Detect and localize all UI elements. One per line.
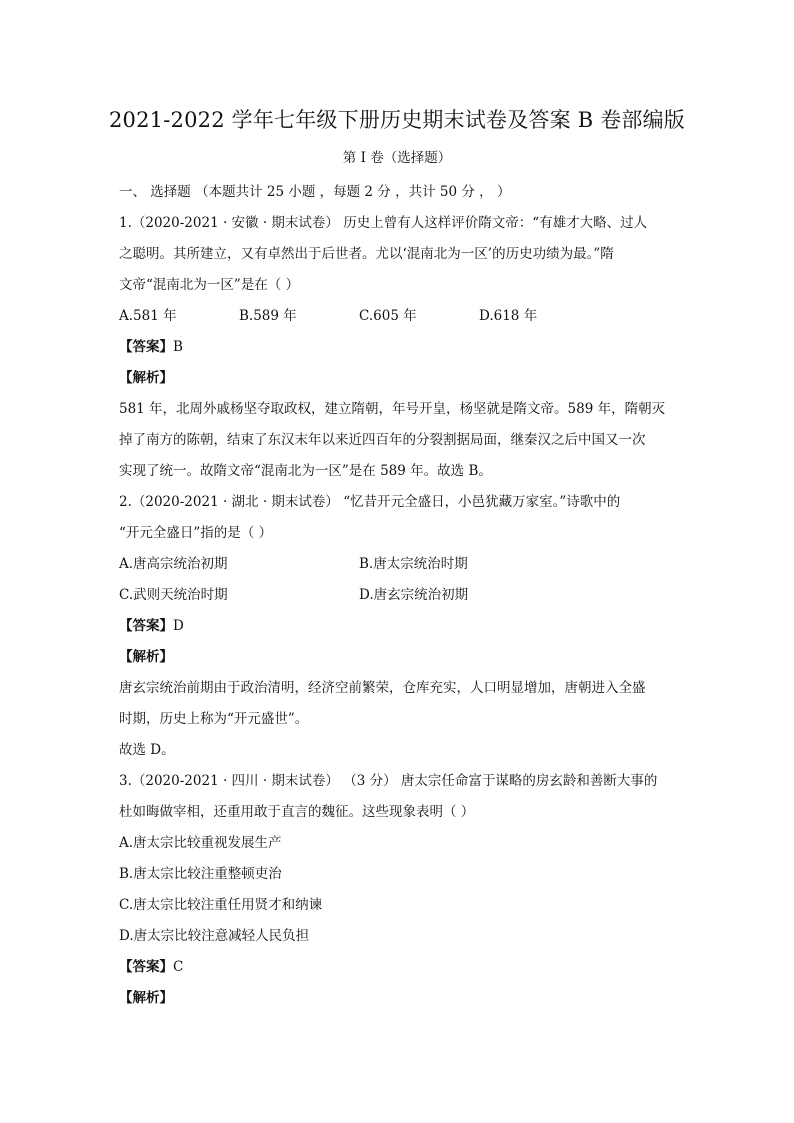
question-3	[119, 766, 679, 1014]
analysis-line: 581 年，北周外戚杨坚夺取政权，建立隋朝，年号开皇，杨坚就是隋文帝。589 年，隋朝灭	[119, 401, 666, 417]
analysis-label: 【解析】	[119, 370, 173, 386]
option-a: A.581 年	[119, 308, 177, 324]
option-c: C.武则天统治时期	[119, 587, 228, 603]
analysis-label: 【解析】	[119, 649, 173, 665]
answer-value: D	[173, 618, 184, 634]
analysis-line: 时期，历史上称为“开元盛世”。	[119, 711, 309, 727]
question-2	[119, 487, 679, 766]
answer-line	[119, 332, 679, 363]
document-subtitle: 第 I 卷（选择题）	[342, 150, 452, 166]
option-b: B.589 年	[239, 308, 297, 324]
question-1	[119, 208, 679, 487]
option-row	[119, 549, 679, 580]
section-heading: 一、 选择题 （本题共计 25 小题 ，每题 2 分 ，共计 50 分 ， ）	[119, 184, 511, 200]
option-b: B.唐太宗比较注重整顿吏治	[119, 866, 282, 882]
option-a: A.唐高宗统治初期	[119, 556, 228, 572]
option-d: D.唐玄宗统治初期	[359, 587, 469, 603]
option-a: A.唐太宗比较重视发展生产	[119, 835, 282, 851]
option-d: D.618 年	[479, 308, 538, 324]
option-row	[119, 580, 679, 611]
option-c: C.605 年	[359, 308, 417, 324]
question-stem-line: 文帝“混南北为一区”是在（ ）	[119, 277, 300, 293]
analysis-line: 实现了统一。故隋文帝“混南北为一区”是在 589 年。故选 B。	[119, 463, 492, 479]
question-stem-line: 1.（2020-2021 · 安徽 · 期末试卷） 历史上曾有人这样评价隋文帝：“有雄才大略、过人	[119, 215, 648, 231]
option-b: B.唐太宗统治时期	[359, 556, 468, 572]
document-body	[119, 177, 679, 1014]
question-stem-line: 3.（2020-2021 · 四川 · 期末试卷） （3 分） 唐太宗任命富于谋略的房玄龄和善断大事的	[119, 773, 658, 789]
answer-value: B	[173, 339, 183, 355]
analysis-line: 掉了南方的陈朝，结束了东汉末年以来近四百年的分裂割据局面，继秦汉之后中国又一次	[119, 432, 646, 448]
option-c: C.唐太宗比较注重任用贤才和纳谏	[119, 897, 323, 913]
analysis-line: 唐玄宗统治前期由于政治清明，经济空前繁荣，仓库充实，人口明显增加，唐朝进入全盛	[119, 680, 646, 696]
answer-label: 【答案】	[119, 959, 173, 975]
question-stem-line: “开元全盛日”指的是（ ）	[119, 525, 273, 541]
question-stem-line: 杜如晦做宰相，还重用敢于直言的魏征。这些现象表明（ ）	[119, 804, 475, 820]
question-stem-line: 之聪明。其所建立，又有卓然出于后世者。尤以‘混南北为一区’的历史功绩为最。”隋	[119, 246, 614, 262]
analysis-label: 【解析】	[119, 990, 173, 1006]
answer-line	[119, 611, 679, 642]
answer-label: 【答案】	[119, 618, 173, 634]
answer-label: 【答案】	[119, 339, 173, 355]
analysis-line: 故选 D。	[119, 742, 175, 758]
answer-line	[119, 952, 679, 983]
answer-value: C	[173, 959, 184, 975]
document-title: 2021-2022 学年七年级下册历史期末试卷及答案 B 卷部编版	[108, 108, 686, 132]
question-stem-line: 2.（2020-2021 · 湖北 · 期末试卷） “忆昔开元全盛日，小邑犹藏万家室。”诗歌中的	[119, 494, 621, 510]
option-row	[119, 301, 679, 332]
option-d: D.唐太宗比较注意减轻人民负担	[119, 928, 310, 944]
